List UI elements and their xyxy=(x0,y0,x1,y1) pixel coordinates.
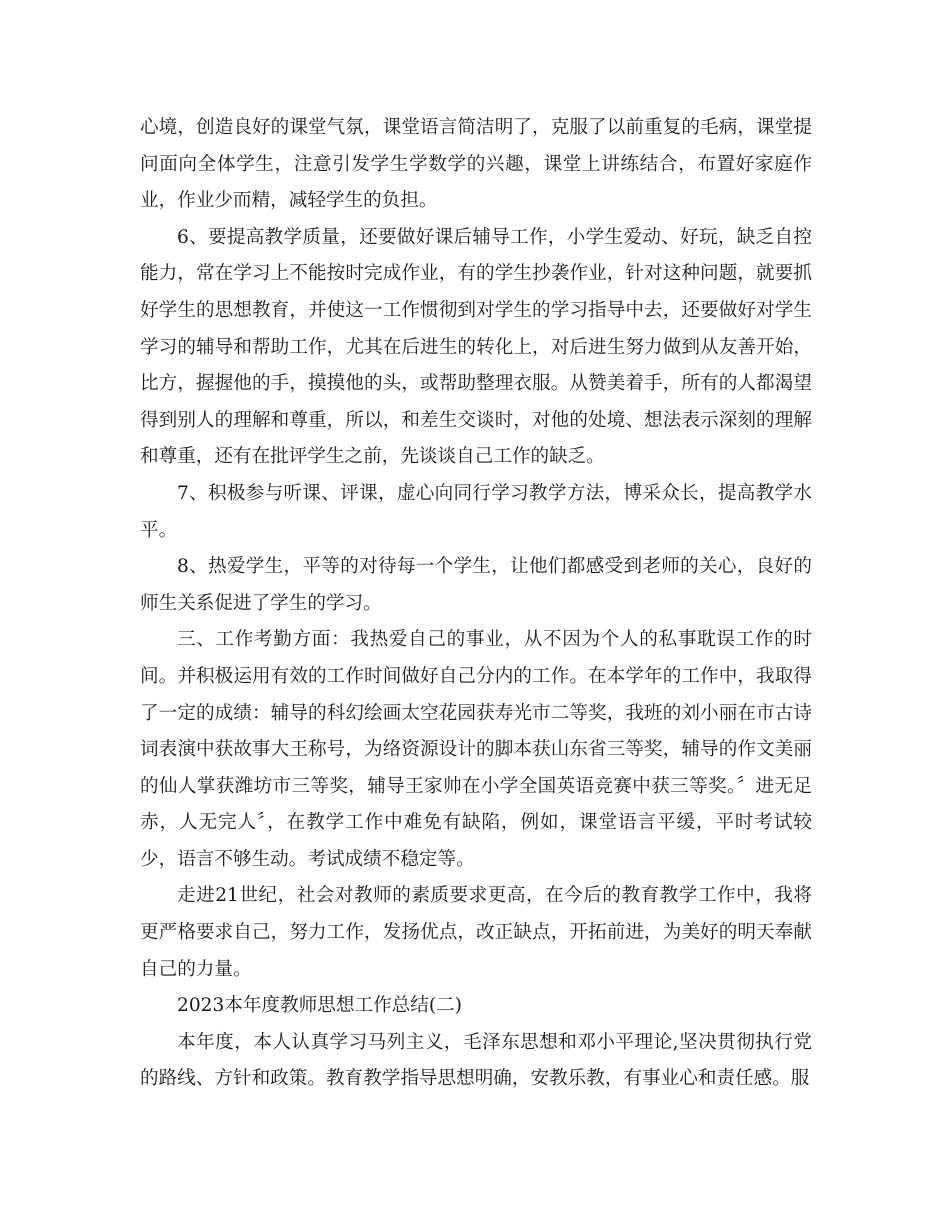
paragraph-item-6: 6、要提高教学质量，还要做好课后辅导工作，小学生爱动、好玩，缺乏自控能力，常在学习上不能按时完成作业，有的学生抄袭作业，针对这种问题，就要抓好学生的思想教育，并使这一工作惯彻到对学生的学习指导中去，还要做好对学生学习的辅导和帮助工作，尤其在后进生的转化上，对后进生努力做到从友善开始，比方，握握他的手，摸摸他的头，或帮助整理衣服。从赞美着手，所有的人都渴望得到别人的理解和尊重，所以，和差生交谈时，对他的处境、想法表示深刻的理解和尊重，还有在批评学生之前，先谈谈自己工作的缺乏。 xyxy=(140,226,812,468)
paragraph-attendance: 三、工作考勤方面：我热爱自己的事业，从不因为个人的私事耽误工作的时间。并积极运用有效的工作时间做好自己分内的工作。在本学年的工作中，我取得了一定的成绩：辅导的科幻绘画太空花园获寿光市二等奖，我班的刘小丽在市古诗词表演中获故事大王称号，为络资源设计的脚本获山东省三等奖，辅导的作文美丽的仙人掌获潍坊市三等奖，辅导王家帅在小学全国英语竞赛中获三等奖。〞进无足赤，人无完人〞，在教学工作中难免有缺陷，例如，课堂语言平缓，平时考试较少，语言不够生动。考试成绩不稳定等。 xyxy=(140,629,812,870)
paragraph-item-8: 8、热爱学生，平等的对待每一个学生，让他们都感受到老师的关心，良好的师生关系促进了学生的学习。 xyxy=(140,556,812,614)
paragraph-outlook: 走进21世纪，社会对教师的素质要求更高，在今后的教育教学工作中，我将更严格要求自己，努力工作，发扬优点，改正缺点，开拓前进，为美好的明天奉献自己的力量。 xyxy=(140,885,812,980)
paragraph-continuation: 心境，创造良好的课堂气氛，课堂语言简洁明了，克服了以前重复的毛病，课堂提问面向全体学生，注意引发学生学数学的兴趣，课堂上讲练结合，布置好家庭作业，作业少而精，减轻学生的负担。 xyxy=(140,117,812,212)
paragraph-item-7: 7、积极参与听课、评课，虚心向同行学习教学方法，博采众长，提高教学水平。 xyxy=(140,482,812,541)
section-heading: 2023本年度教师思想工作总结(二) xyxy=(177,995,462,1017)
document-page xyxy=(140,110,812,1098)
paragraph-summary-intro: 本年度，本人认真学习马列主义，毛泽东思想和邓小平理论,坚决贯彻执行党的路线、方针和政策。教育教学指导思想明确，安教乐教，有事业心和责任感。服 xyxy=(140,1031,812,1090)
